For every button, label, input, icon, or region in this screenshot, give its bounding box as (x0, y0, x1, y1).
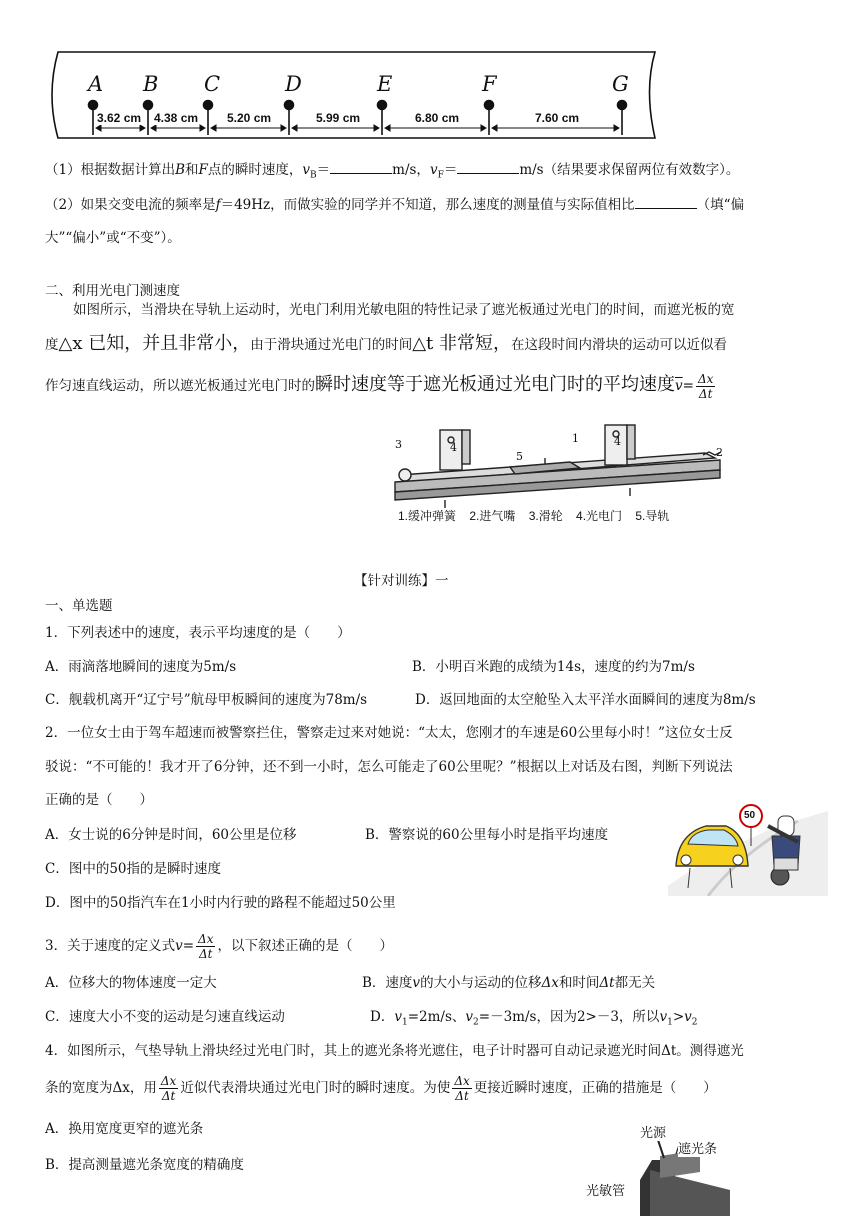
answer-blank-compare[interactable] (635, 196, 697, 209)
p3-eq: = (682, 378, 694, 394)
tape-label-d: D (285, 72, 302, 96)
section-paragraph-line1: 如图所示，当滑块在导轨上运动时，光电门利用光敏电阻的特性记录了遮光板通过光电门的时间，而遮光板的宽 (73, 302, 735, 318)
label-light-source: 光源 (640, 1122, 666, 1141)
segment-cd: 5.20 cm (227, 111, 272, 125)
q1-prefix: （1）根据数据计算出 (45, 162, 176, 178)
q3-option-b[interactable] (362, 973, 655, 993)
p2-a: 度 (45, 337, 59, 353)
tape-label-c: C (204, 72, 221, 96)
q3-option-a[interactable]: A．位移大的物体速度一定大 (45, 975, 217, 991)
q4-fraction-1 (159, 1074, 178, 1103)
answer-blank-vf[interactable] (457, 161, 519, 174)
q3-d-v4: v (684, 1009, 692, 1025)
fig-label-4a: 4 (450, 441, 457, 454)
q1-vf-sub: F (437, 170, 444, 181)
q1-vb: v (302, 162, 311, 178)
q3-d-a: D． (370, 1009, 395, 1025)
tape-label-e: E (377, 72, 393, 96)
q3-option-c[interactable]: C．速度大小不变的运动是匀速直线运动 (45, 1009, 285, 1025)
section-heading: 二、利用光电门测速度 (45, 283, 180, 299)
q4-stem-line2 (45, 1074, 717, 1103)
p3-emphasis: 瞬时速度等于遮光板通过光电门时的平均速度 (315, 374, 675, 395)
question-part-1 (45, 160, 739, 186)
q4-num-1: Δx (160, 1074, 177, 1088)
q3-b-v: v (412, 975, 421, 991)
q1-vb-sub: B (310, 170, 317, 181)
q4-den-2: Δt (455, 1089, 469, 1103)
tape-label-f: F (482, 72, 497, 96)
tape-label-g: G (612, 72, 629, 96)
q4-stem2-b: 近似代表滑块通过光电门时的瞬时速度。为使 (180, 1080, 451, 1096)
q1-unit1: m/s， (392, 162, 430, 178)
q2-line1-b: ＝49Hz，而做实验的同学并不知道，那么速度的测量值与实际值相比 (220, 197, 635, 213)
tape-label-b: B (143, 72, 159, 96)
q2-f-var: f (215, 197, 221, 213)
training-title: 【针对训练】一 (354, 573, 449, 589)
q2-stem-line1: 2．一位女士由于驾车超速而被警察拦住，警察走过来对她说：“太太，您刚才的车速是60公里每小时！”这位女士反 (45, 725, 733, 741)
q3-option-d[interactable] (370, 1007, 698, 1033)
segment-ab: 3.62 cm (97, 111, 142, 125)
q3-d-s3: 1 (667, 1017, 673, 1028)
fig-label-5: 5 (516, 450, 523, 463)
answer-blank-vb[interactable] (330, 161, 392, 174)
p3-den: Δt (698, 387, 713, 401)
q1-stem: 1．下列表述中的速度，表示平均速度的是（ ） (45, 625, 351, 641)
q3-stem-a: 3．关于速度的定义式 (45, 938, 176, 954)
q2-option-a[interactable]: A．女士说的6分钟是时间，60公里是位移 (45, 827, 297, 843)
q1-unit2: m/s（结果要求保留两位有效数字）。 (519, 162, 740, 178)
q1-option-d[interactable]: D．返回地面的太空舱坠入太平洋水面瞬间的速度为8m/s (415, 692, 756, 708)
q4-option-a[interactable]: A．换用宽度更窄的遮光条 (45, 1121, 204, 1137)
fig-label-3: 3 (395, 438, 402, 451)
q3-d-v1: v (394, 1009, 402, 1025)
q3-stem (45, 932, 393, 961)
q1-point-f: F (198, 162, 208, 178)
p3-v: $\overline{v}$ (675, 378, 683, 394)
segment-fg: 7.60 cm (535, 111, 580, 125)
q1-eq1: ＝ (316, 162, 331, 178)
q2-option-c[interactable]: C．图中的50指的是瞬时速度 (45, 861, 222, 877)
question-part-2-line1 (45, 195, 744, 215)
q3-b-b: 的大小与运动的位移 (420, 975, 542, 991)
q3-d-b: =2m/s、 (407, 1009, 466, 1025)
q3-den: Δt (199, 947, 213, 961)
q3-d-c: =－3m/s，因为2>－3，所以 (478, 1009, 660, 1025)
segment-de: 5.99 cm (316, 111, 361, 125)
q3-stem-b: ，以下叙述正确的是（ ） (217, 938, 393, 954)
q1-mid1: 和 (185, 162, 199, 178)
q1-point-b: B (175, 162, 186, 178)
q2-line1-c: （填“偏 (696, 197, 745, 213)
q3-stem-v: v (175, 938, 183, 954)
q2-option-d[interactable]: D．图中的50指汽车在1小时内行驶的路程不能超过50公里 (45, 895, 396, 911)
speed-limit-sign: 50 (744, 810, 756, 821)
q3-num: Δx (198, 932, 214, 946)
q3-fraction (196, 932, 215, 961)
q3-b-dx: Δx (541, 975, 559, 991)
section-paragraph-line2 (45, 334, 727, 355)
q3-b-a: B．速度 (362, 975, 413, 991)
fig-label-1: 1 (572, 432, 579, 445)
q3-d-s1: 1 (401, 1017, 408, 1028)
q1-option-b[interactable]: B．小明百米跑的成绩为14s，速度的约为7m/s (412, 659, 695, 675)
q3-d-s2: 2 (473, 1017, 479, 1028)
q3-b-c: 和时间 (558, 975, 600, 991)
q1-mid2: 点的瞬时速度， (207, 162, 303, 178)
p2-d: 在这段时间内滑块的运动可以近似看 (511, 337, 728, 353)
q3-d-v2: v (465, 1009, 474, 1025)
q3-stem-eq: = (182, 938, 195, 954)
q2-line1-a: （2）如果交变电流的频率是 (45, 197, 216, 213)
p2-b: 由于滑块通过光电门的时间 (250, 337, 413, 353)
q1-option-c[interactable]: C．舰载机离开“辽宁号”航母甲板瞬间的速度为78m/s (45, 692, 368, 708)
q4-option-b[interactable]: B．提高测量遮光条宽度的精确度 (45, 1157, 244, 1173)
figure-caption: 1.缓冲弹簧 2.进气嘴 3.滑轮 4.光电门 5.导轨 (398, 509, 670, 523)
q3-b-dt: Δt (599, 975, 615, 991)
q4-stem-line1: 4．如图所示，气垫导轨上滑块经过光电门时，其上的遮光条将光遮住，电子计时器可自动记录遮光时间Δt。测得遮光 (45, 1043, 744, 1059)
p3-num: Δx (697, 372, 714, 386)
p2-emphasis-2: △t 非常短， (412, 333, 512, 354)
label-photo-sensor: 光敏管 (586, 1180, 625, 1199)
q4-fraction-2 (452, 1074, 471, 1103)
q4-num-2: Δx (454, 1074, 470, 1088)
fig-label-2: 2 (716, 446, 723, 459)
q1-vf: v (429, 162, 438, 178)
q2-stem-line3: 正确的是（ ） (45, 792, 153, 808)
q2-option-b[interactable]: B．警察说的60公里每小时是指平均速度 (365, 827, 609, 843)
avg-velocity-fraction (696, 372, 715, 401)
tape-label-a: A (88, 72, 104, 96)
q4-stem2-a: 条的宽度为Δx，用 (45, 1080, 157, 1096)
segment-bc: 4.38 cm (154, 111, 199, 125)
q1-option-a[interactable]: A．雨滴落地瞬间的速度为5m/s (45, 659, 237, 675)
q4-stem2-c: 更接近瞬时速度，正确的措施是（ ） (473, 1080, 717, 1096)
p2-emphasis: △x 已知，并且非常小， (58, 333, 251, 354)
q4-den-1: Δt (161, 1089, 176, 1103)
label-shutter-strip: 遮光条 (678, 1138, 717, 1157)
q1-eq2: ＝ (443, 162, 458, 178)
q3-d-v3: v (659, 1009, 668, 1025)
p3-a: 作匀速直线运动，所以遮光板通过光电门时的 (45, 378, 315, 394)
segment-ef: 6.80 cm (415, 111, 460, 125)
q3-d-s4: 2 (691, 1017, 698, 1028)
fig-label-4b: 4 (614, 435, 621, 448)
section-paragraph-line3 (45, 372, 717, 401)
q3-d-gt: > (672, 1009, 685, 1025)
q3-b-d: 都无关 (614, 975, 656, 991)
q2-stem-line2: 驳说：“不可能的！我才开了6分钟，还不到一小时，怎么可能走了60公里呢？”根据以上对话及右图，判断下列说法 (45, 759, 733, 775)
question-type: 一、单选题 (45, 598, 113, 614)
question-part-2-line2: 大”“偏小”或“不变”）。 (45, 230, 181, 246)
